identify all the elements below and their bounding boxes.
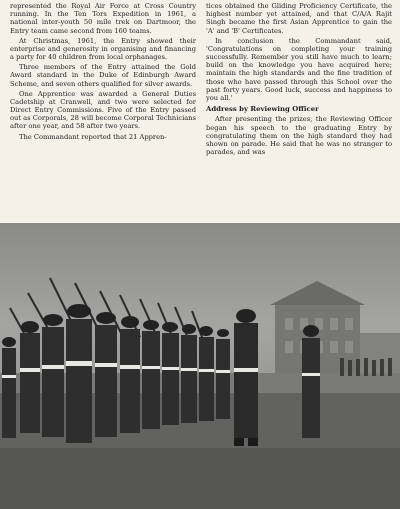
text-column-right — [206, 2, 392, 220]
paragraph: In conclusion the Commandant said, 'Congratulations on completing your training successfully. Remember you still have much to learn; build on the knowledge you have acquired here; maintain the high standards and the fine tradition of those who have passed through this School over the past forty years. Good luck, success and happiness to you all.' — [206, 36, 392, 102]
paragraph: The Commandant reported that 21 Appren- — [19, 132, 167, 141]
parade-photo-illustration — [0, 223, 400, 509]
paragraph: tices obtained the Gliding Proficiency Certificate, the highest number yet attained, and that C/A/A Rajit Singh became the first Asian Apprentice to gain the 'A' and 'B' Certificates. — [206, 2, 392, 35]
paragraph: represented the Royal Air Force at Cross Country running. In the Ten Tors Expedition in 1961, a national inter-youth 50 mile trek on Dartmoor, the Entry team came second from 160 teams. — [10, 2, 196, 35]
text-column-left — [10, 2, 196, 220]
paragraph: After presenting the prizes, the Reviewing Officer began his speech to the graduating Entry by congratulating them on the high standard they had shown on parade. He said that he was no stranger to parades, and was — [206, 115, 392, 157]
article-text — [10, 2, 392, 220]
parade-photo — [0, 223, 400, 509]
paragraph: At Christmas, 1961, the Entry showed their enterprise and generosity in organising and financing a party for 40 children from local orphanages. — [10, 36, 196, 62]
paragraph: One Apprentice was awarded a General Duties Cadetship at Cranwell, and two were selected for Direct Entry Commissions. Five of the Entry passed out as Corporals, 28 will become Corporal Technicians after one year, and 58 after two years. — [10, 89, 196, 131]
paragraph: Three members of the Entry attained the Gold Award standard in the Duke of Edinburgh Award Scheme, and seven others qualified for silver awards. — [10, 63, 196, 88]
section-heading: Address by Reviewing Officer — [206, 105, 319, 114]
